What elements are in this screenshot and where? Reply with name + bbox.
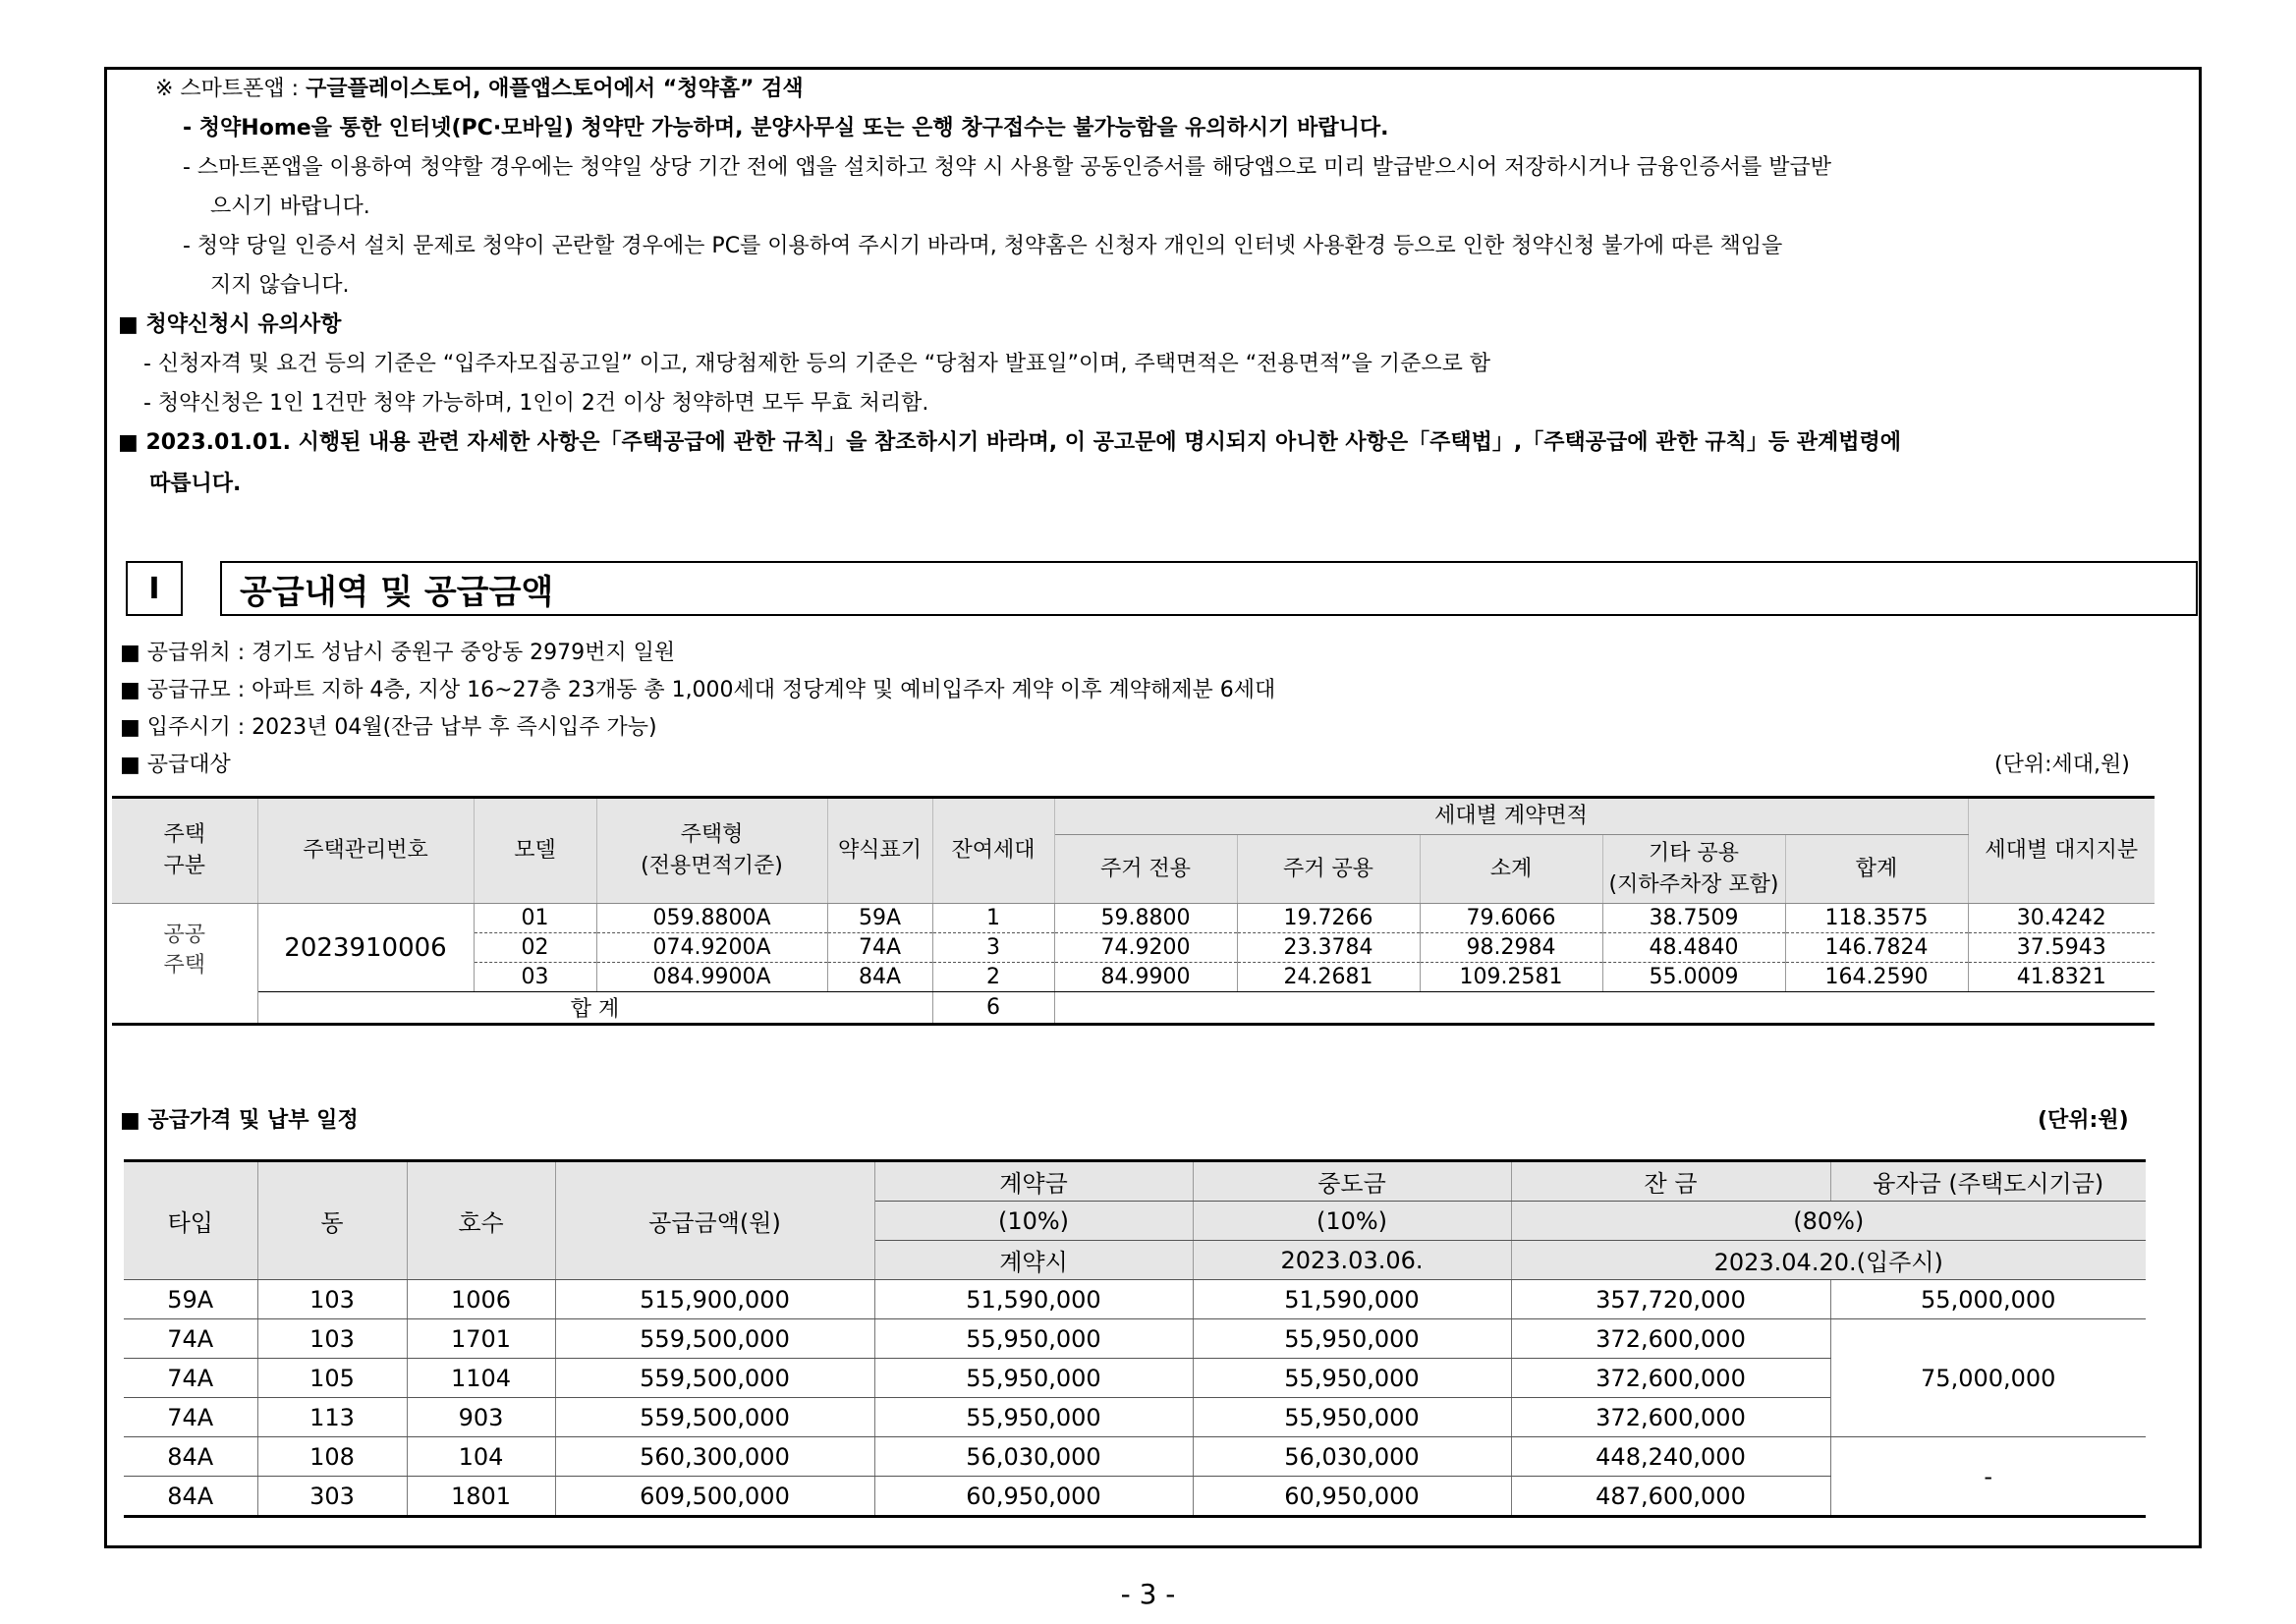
notice-bullet-3: - 청약 당일 인증서 설치 문제로 청약이 곤란할 경우에는 PC를 이용하여 주시기 바라며, 청약홈은 신청자 개인의 인터넷 사용환경 등으로 인한 청약신청 불가에 따른 책임을 [183, 234, 1783, 258]
type-cell: 84A [124, 1477, 257, 1517]
loan-cell: 75,000,000 [1830, 1319, 2146, 1437]
deposit-cell: 60,950,000 [874, 1477, 1193, 1517]
middle-cell: 60,950,000 [1193, 1477, 1511, 1517]
other-common-cell: 55.0009 [1602, 963, 1785, 992]
price-unit: (단위:원) [2038, 1108, 2129, 1133]
header-middle-date: 2023.03.06. [1193, 1241, 1511, 1280]
deposit-cell: 55,950,000 [874, 1319, 1193, 1359]
remaining-cell: 1 [932, 904, 1054, 933]
house-form-cell: 084.9900A [596, 963, 827, 992]
balance-cell: 487,600,000 [1511, 1477, 1830, 1517]
balance-cell: 448,240,000 [1511, 1437, 1830, 1477]
mgmt-number-cell: 2023910006 [257, 904, 474, 992]
middle-cell: 51,590,000 [1193, 1280, 1511, 1319]
header-price: 공급금액(원) [555, 1161, 874, 1280]
header-area-group: 세대별 계약면적 [1054, 798, 1968, 835]
header-balance-pct: (80%) [1511, 1202, 2146, 1241]
move-in-date: ■ 입주시기 : 2023년 04월(잔금 납부 후 즉시입주 가능) [120, 715, 657, 740]
header-middle: 중도금 [1193, 1161, 1511, 1202]
price-cell: 559,500,000 [555, 1319, 874, 1359]
ho-cell: 1006 [407, 1280, 555, 1319]
other-common-cell: 38.7509 [1602, 904, 1785, 933]
header-model: 모델 [474, 798, 596, 904]
remaining-cell: 3 [932, 933, 1054, 963]
type-cell: 74A [124, 1359, 257, 1398]
header-subtotal: 소계 [1420, 835, 1602, 904]
price-cell: 559,500,000 [555, 1398, 874, 1437]
total-cell: 146.7824 [1785, 933, 1968, 963]
exclusive-cell: 74.9200 [1054, 933, 1237, 963]
supply-location: ■ 공급위치 : 경기도 성남시 중원구 중앙동 2979번지 일원 [120, 641, 676, 665]
header-mgmt-no: 주택관리번호 [257, 798, 474, 904]
smartphone-text: 구글플레이스토어, 애플앱스토어에서 “청약홈” 검색 [306, 77, 804, 101]
middle-cell: 55,950,000 [1193, 1398, 1511, 1437]
law-notice: ■ 2023.01.01. 시행된 내용 관련 자세한 사항은「주택공급에 관한 규칙」을 참조하시기 바라며, 이 공고문에 명시되지 아니한 사항은「주택법」,「주택공급에 관한 규칙」등 관계법령에 [118, 430, 1902, 455]
total-cell: 118.3575 [1785, 904, 1968, 933]
land-share-cell: 41.8321 [1968, 963, 2155, 992]
header-deposit-date: 계약시 [874, 1241, 1193, 1280]
table-row [124, 1280, 2146, 1319]
sum-value: 6 [932, 992, 1054, 1025]
supply-table [112, 796, 2155, 1026]
exclusive-cell: 84.9900 [1054, 963, 1237, 992]
dong-cell: 103 [257, 1280, 407, 1319]
header-short: 약식표기 [827, 798, 932, 904]
sum-row [112, 992, 2155, 1025]
land-share-cell: 37.5943 [1968, 933, 2155, 963]
header-balance-date: 2023.04.20.(입주시) [1511, 1241, 2146, 1280]
price-cell: 560,300,000 [555, 1437, 874, 1477]
section-title: 공급내역 및 공급금액 [220, 561, 2198, 616]
type-cell: 84A [124, 1437, 257, 1477]
table-row [112, 904, 2155, 933]
dong-cell: 303 [257, 1477, 407, 1517]
deposit-cell: 56,030,000 [874, 1437, 1193, 1477]
middle-cell: 55,950,000 [1193, 1359, 1511, 1398]
smartphone-prefix: ※ 스마트폰앱 : [155, 77, 307, 101]
header-total: 합계 [1785, 835, 1968, 904]
header-deposit-pct: (10%) [874, 1202, 1193, 1241]
dong-cell: 108 [257, 1437, 407, 1477]
short-cell: 74A [827, 933, 932, 963]
ho-cell: 1801 [407, 1477, 555, 1517]
common-cell: 23.3784 [1237, 933, 1420, 963]
header-remaining: 잔여세대 [932, 798, 1054, 904]
short-cell: 84A [827, 963, 932, 992]
notice-bullet-2: - 스마트폰앱을 이용하여 청약할 경우에는 청약일 상당 기간 전에 앱을 설치하고 청약 시 사용할 공동인증서를 해당앱으로 미리 발급받으시어 저장하시거나 금융인증서를 발급받 [183, 155, 1831, 180]
model-cell: 03 [474, 963, 596, 992]
dong-cell: 113 [257, 1398, 407, 1437]
header-exclusive: 주거 전용 [1054, 835, 1237, 904]
subtotal-cell: 79.6066 [1420, 904, 1602, 933]
caution-item-2: - 청약신청은 1인 1건만 청약 가능하며, 1인이 2건 이상 청약하면 모두 무효 처리함. [143, 391, 929, 416]
middle-cell: 56,030,000 [1193, 1437, 1511, 1477]
model-cell: 02 [474, 933, 596, 963]
header-loan: 융자금 (주택도시기금) [1830, 1161, 2146, 1202]
header-middle-pct: (10%) [1193, 1202, 1511, 1241]
price-table [124, 1159, 2146, 1518]
model-cell: 01 [474, 904, 596, 933]
header-house-form: 주택형 (전용면적기준) [596, 798, 827, 904]
loan-cell: 55,000,000 [1830, 1280, 2146, 1319]
sum-label: 합 계 [257, 992, 932, 1025]
law-notice-cont: 따릅니다. [149, 472, 242, 496]
smartphone-notice [155, 79, 804, 100]
price-heading: ■ 공급가격 및 납부 일정 [120, 1108, 359, 1133]
subtotal-cell: 98.2984 [1420, 933, 1602, 963]
section-number: I [126, 561, 183, 616]
type-cell: 59A [124, 1280, 257, 1319]
balance-cell: 372,600,000 [1511, 1319, 1830, 1359]
loan-cell: - [1830, 1437, 2146, 1517]
table-row [124, 1437, 2146, 1477]
deposit-cell: 51,590,000 [874, 1280, 1193, 1319]
total-cell: 164.2590 [1785, 963, 1968, 992]
dong-cell: 103 [257, 1319, 407, 1359]
middle-cell: 55,950,000 [1193, 1319, 1511, 1359]
header-common: 주거 공용 [1237, 835, 1420, 904]
common-cell: 19.7266 [1237, 904, 1420, 933]
deposit-cell: 55,950,000 [874, 1398, 1193, 1437]
table-row [124, 1319, 2146, 1359]
ho-cell: 104 [407, 1437, 555, 1477]
house-form-cell: 059.8800A [596, 904, 827, 933]
ho-cell: 1104 [407, 1359, 555, 1398]
deposit-cell: 55,950,000 [874, 1359, 1193, 1398]
ho-cell: 1701 [407, 1319, 555, 1359]
exclusive-cell: 59.8800 [1054, 904, 1237, 933]
house-type-cell: 공공 주택 [163, 922, 205, 978]
header-ho: 호수 [407, 1161, 555, 1280]
remaining-cell: 2 [932, 963, 1054, 992]
notice-bullet-1: - 청약Home을 통한 인터넷(PC·모바일) 청약만 가능하며, 분양사무실 또는 은행 창구접수는 불가능함을 유의하시기 바랍니다. [183, 116, 1389, 140]
balance-cell: 372,600,000 [1511, 1398, 1830, 1437]
caution-item-1: - 신청자격 및 요건 등의 기준은 “입주자모집공고일” 이고, 재당첨제한 등의 기준은 “당첨자 발표일”이며, 주택면적은 “전용면적”을 기준으로 함 [143, 352, 1491, 376]
dong-cell: 105 [257, 1359, 407, 1398]
supply-target: ■ 공급대상 [120, 753, 231, 777]
page-number: - 3 - [1120, 1578, 1176, 1610]
other-common-cell: 48.4840 [1602, 933, 1785, 963]
supply-unit: (단위:세대,원) [1994, 753, 2130, 777]
price-cell: 609,500,000 [555, 1477, 874, 1517]
notice-bullet-2-cont: 으시기 바랍니다. [210, 195, 370, 219]
land-share-cell: 30.4242 [1968, 904, 2155, 933]
supply-scale: ■ 공급규모 : 아파트 지하 4층, 지상 16~27층 23개동 총 1,000세대 정당계약 및 예비입주자 계약 이후 계약해제분 6세대 [120, 678, 1276, 702]
header-type: 타입 [124, 1161, 257, 1280]
balance-cell: 372,600,000 [1511, 1359, 1830, 1398]
price-cell: 559,500,000 [555, 1359, 874, 1398]
caution-heading: ■ 청약신청시 유의사항 [118, 312, 342, 337]
header-deposit: 계약금 [874, 1161, 1193, 1202]
notice-bullet-3-cont: 지지 않습니다. [210, 273, 350, 298]
common-cell: 24.2681 [1237, 963, 1420, 992]
type-cell: 74A [124, 1398, 257, 1437]
house-form-cell: 074.9200A [596, 933, 827, 963]
header-balance: 잔 금 [1511, 1161, 1830, 1202]
price-cell: 515,900,000 [555, 1280, 874, 1319]
balance-cell: 357,720,000 [1511, 1280, 1830, 1319]
subtotal-cell: 109.2581 [1420, 963, 1602, 992]
header-other-common: 기타 공용 (지하주차장 포함) [1602, 835, 1785, 904]
type-cell: 74A [124, 1319, 257, 1359]
ho-cell: 903 [407, 1398, 555, 1437]
header-dong: 동 [257, 1161, 407, 1280]
header-house-type: 주택 구분 [112, 798, 257, 904]
header-land-share: 세대별 대지지분 [1968, 798, 2155, 904]
short-cell: 59A [827, 904, 932, 933]
